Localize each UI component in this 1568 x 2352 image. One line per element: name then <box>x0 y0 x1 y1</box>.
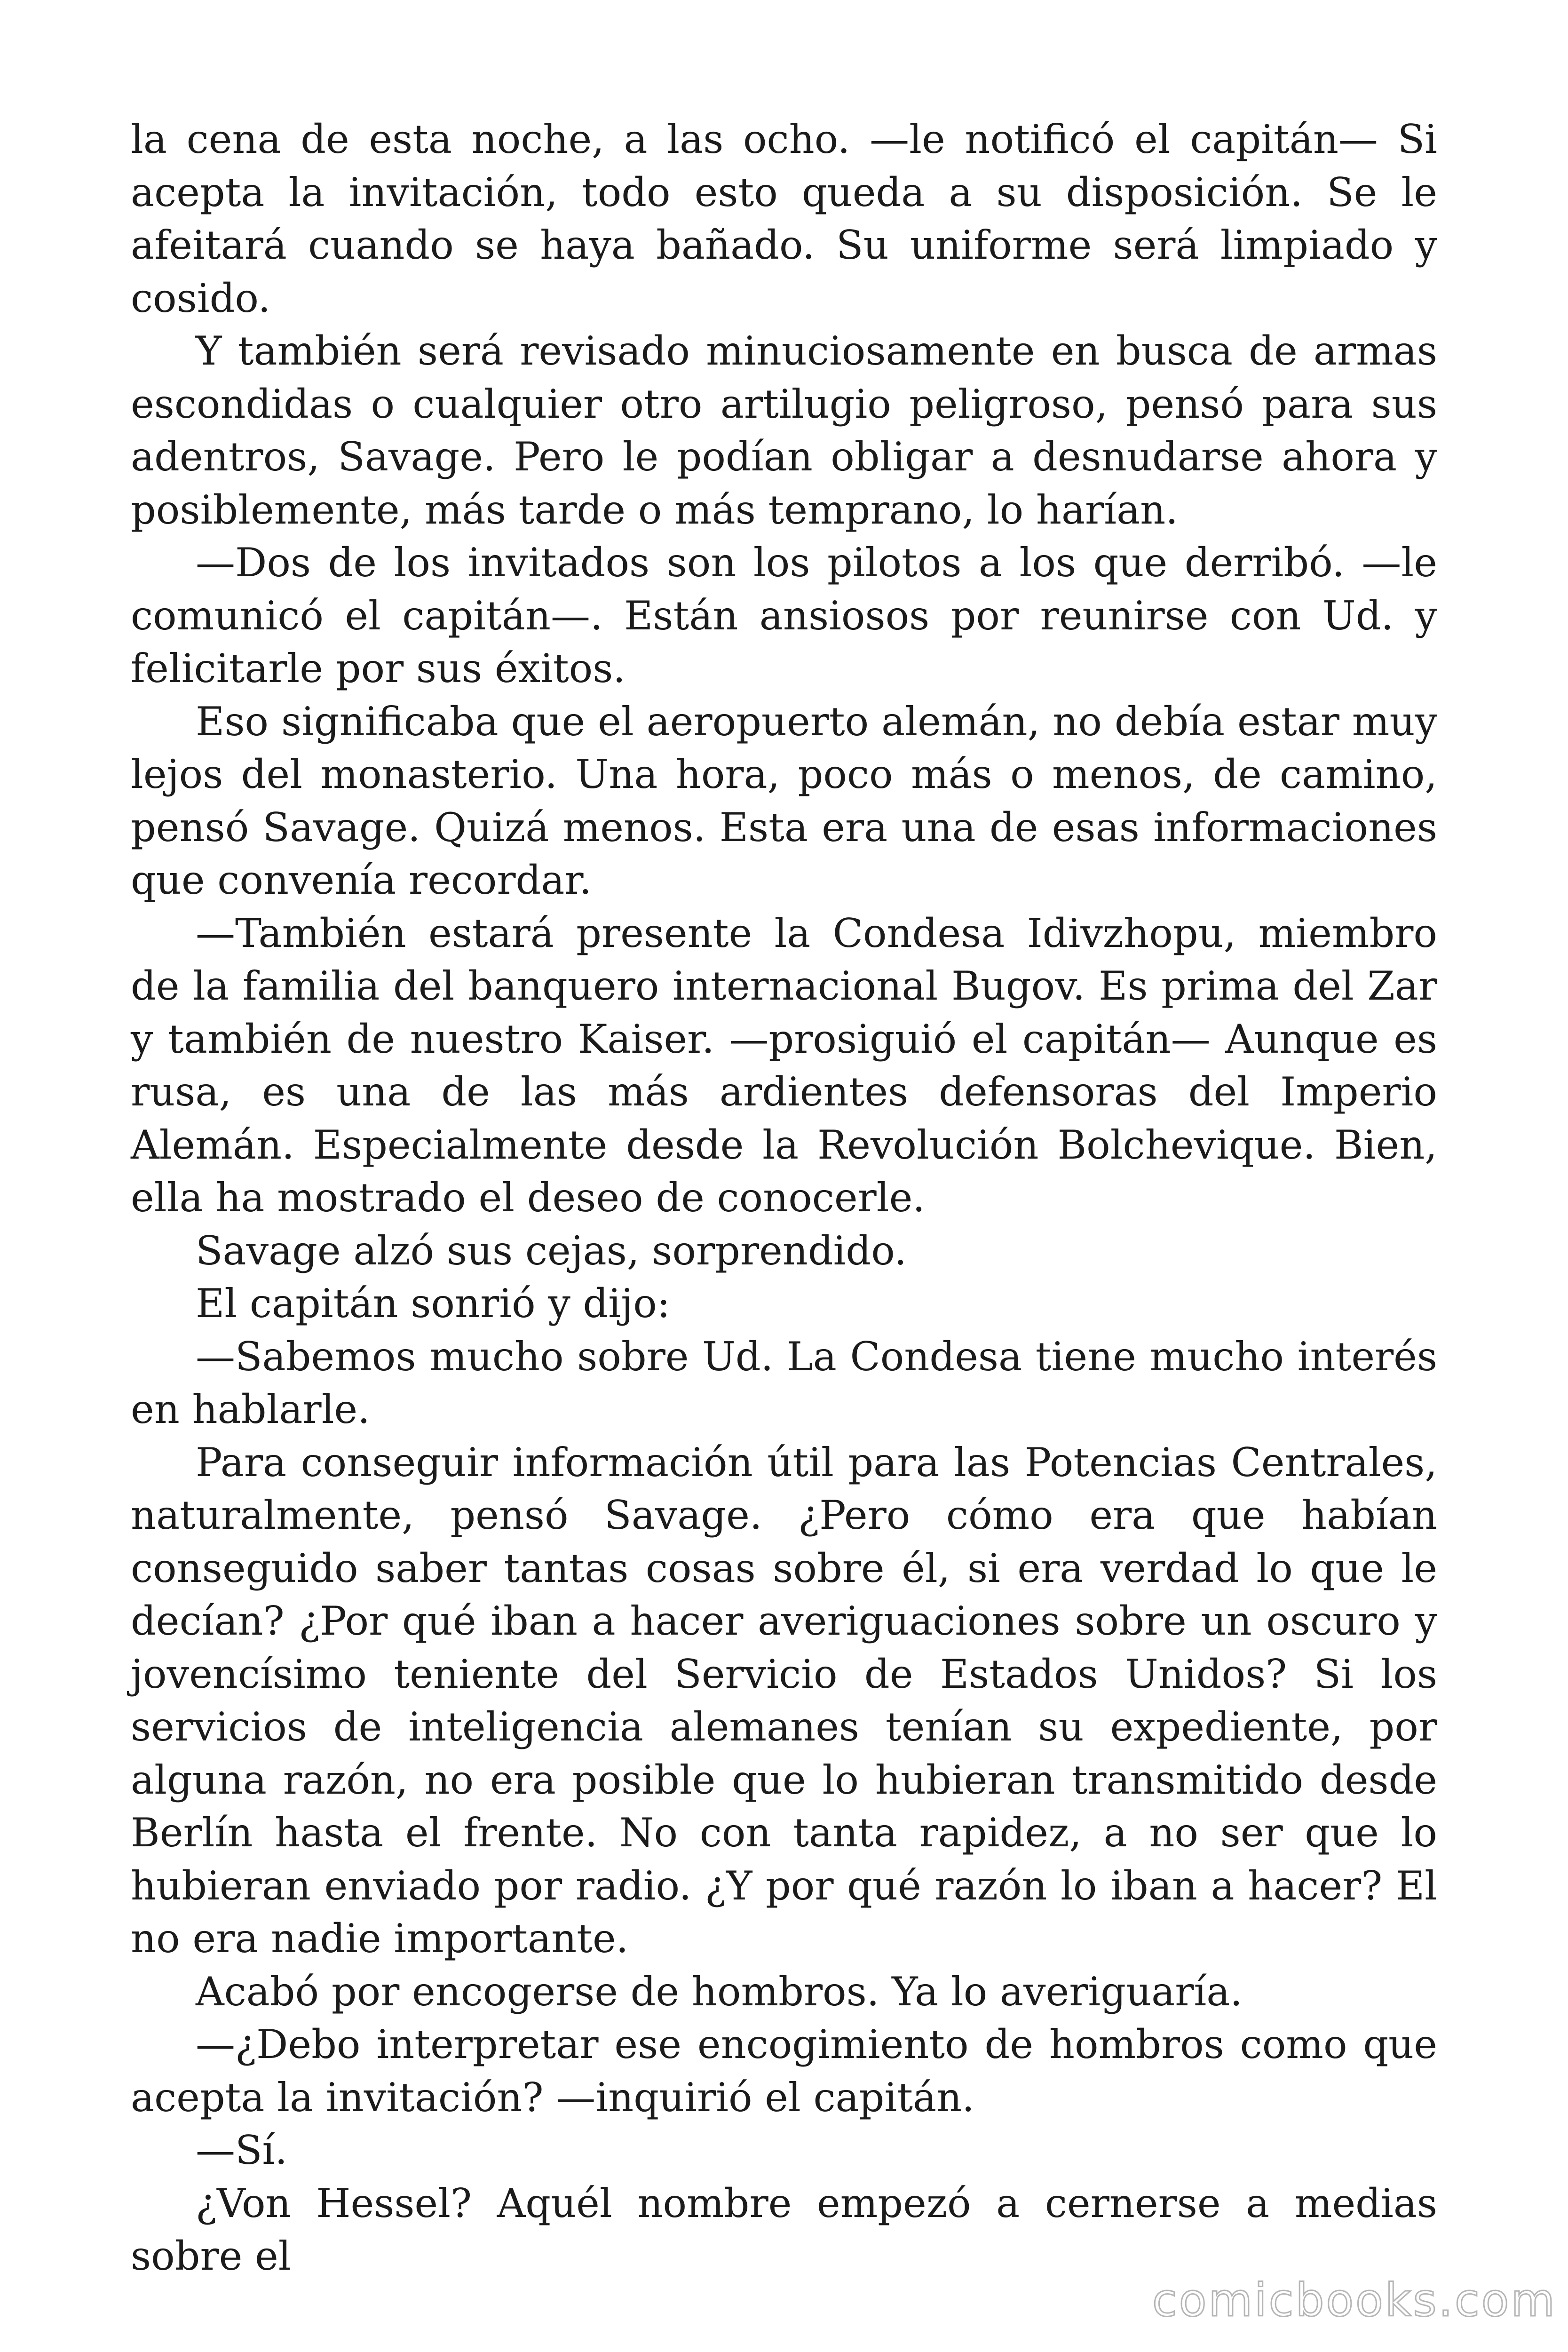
paragraph-11: —¿Debo interpretar ese encogimiento de hombros como que acepta la invitación? —inquirió el capitán. <box>131 2021 1437 2121</box>
paragraph-3: —Dos de los invitados son los pilotos a los que derribó. —le comunicó el capitán—. Están ansiosos por reunirse con Ud. y felicitarle por sus éxitos. <box>131 540 1437 691</box>
paragraph-1: la cena de esta noche, a las ocho. —le notificó el capitán— Si acepta la invitación, todo esto queda a su disposición. Se le afeitará cuando se haya bañado. Su uniforme será limpiado y cosido. <box>131 116 1437 321</box>
paragraph-2: Y también será revisado minuciosamente en busca de armas escondidas o cualquier otro artilugio peligroso, pensó para sus adentros, Savage. Pero le podían obligar a desnudarse ahora y posiblemente, más tarde o más temprano, lo harían. <box>131 328 1437 533</box>
paragraph-10: Acabó por encogerse de hombros. Ya lo averiguaría. <box>196 1968 1243 2015</box>
paragraph-8: —Sabemos mucho sobre Ud. La Condesa tiene mucho interés en hablarle. <box>131 1333 1437 1432</box>
paragraph-4: Eso significaba que el aeropuerto alemán, no debía estar muy lejos del monasterio. Una hora, poco más o menos, de camino, pensó Savage. Quizá menos. Esta era una de esas informaciones que convenía recordar. <box>131 698 1437 903</box>
paragraph-9: Para conseguir información útil para las Potencias Centrales, naturalmente, pensó Savage. ¿Pero cómo era que habían conseguido saber tantas cosas sobre él, si era verdad lo que le decían? ¿Por qué iban a hacer averiguaciones sobre un oscuro y jovencísimo teniente del Servicio de Estados Unidos? Si los servicios de inteligencia alemanes tenían su expediente, por alguna razón, no era posible que lo hubieran transmitido desde Berlín hasta el frente. No con tanta rapidez, a no ser que lo hubieran enviado por radio. ¿Y por qué razón lo iban a hacer? El no era nadie importante. <box>131 1439 1437 1962</box>
paragraph-6: Savage alzó sus cejas, sorprendido. <box>196 1227 907 1274</box>
paragraph-5: —También estará presente la Condesa Idivzhopu, miembro de la familia del banquero internacional Bugov. Es prima del Zar y también de nuestro Kaiser. —prosiguió el capitán— Aunque es rusa, es una de las más ardientes defensoras del Imperio Alemán. Especialmente desde la Revolución Bolchevique. Bien, ella ha mostrado el deseo de conocerle. <box>131 910 1437 1221</box>
book-page <box>131 113 1437 2279</box>
paragraph-7: El capitán sonrió y dijo: <box>196 1280 671 1327</box>
watermark-text: comicbooks.com <box>1152 2274 1557 2327</box>
paragraph-12: —Sí. <box>196 2127 288 2173</box>
paragraph-13: ¿Von Hessel? Aquél nombre empezó a cernerse a medias sobre el <box>131 2180 1437 2279</box>
